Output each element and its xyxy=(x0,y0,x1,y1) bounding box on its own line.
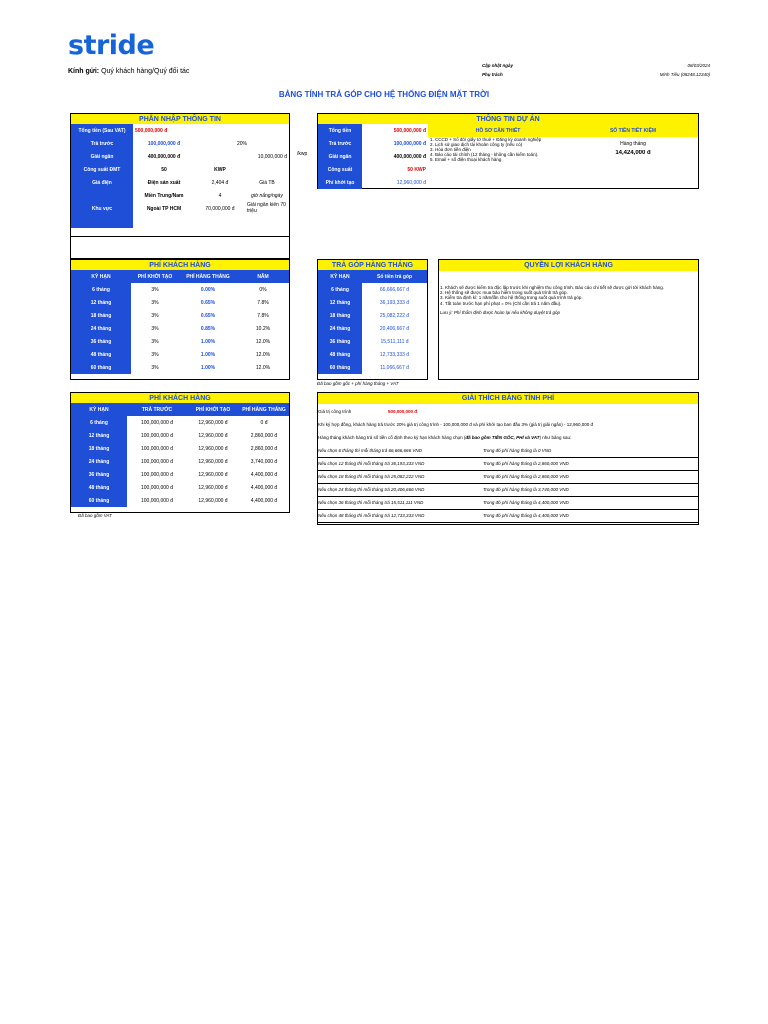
fee2-term: 36 tháng xyxy=(71,468,127,481)
fee2-monthly: 4,400,000 đ xyxy=(250,471,278,478)
fee2-term: 48 tháng xyxy=(71,481,127,494)
fee1-monthly: 0.85% xyxy=(200,325,216,332)
fee2-note: Đã bao gồm VAT xyxy=(78,513,112,518)
monthly-amount: 66,666,667 đ xyxy=(379,286,410,293)
stride-logo: stride xyxy=(68,30,155,61)
explain-row-fee: Trong đó phí hàng tháng là 2,860,000 VND xyxy=(483,461,569,466)
monthly-row xyxy=(318,296,427,309)
explain-row-divider xyxy=(318,509,698,510)
fee1-year: 7.8% xyxy=(257,312,269,319)
fee1-monthly: 1.00% xyxy=(200,364,216,371)
project-cap-label: Công suất xyxy=(318,163,362,176)
disbursement-label: Giải ngân xyxy=(71,150,133,163)
monthly-term: 60 tháng xyxy=(318,361,362,374)
fee2-init: 12,960,000 đ xyxy=(198,432,228,439)
prepay-value: 100,000,000 đ xyxy=(147,140,181,147)
fee1-year: 10.2% xyxy=(255,325,271,332)
production-value: 2,404 đ xyxy=(211,179,229,186)
fee2-init: 12,960,000 đ xyxy=(198,419,228,426)
prepay-label: Trả trước xyxy=(71,137,133,150)
explain-row-fee: Trong đó phí hàng tháng là 4,400,000 VND xyxy=(483,513,569,518)
docs-header: HỒ SƠ CẦN THIẾT xyxy=(428,124,568,137)
per-kwp-unit: /kwp xyxy=(297,151,308,157)
explain-row-divider xyxy=(318,496,698,497)
rights-item: 3. Kiểm tra định kì: 1 năm/lần cho hệ thống trong suốt quá trình trả góp. xyxy=(440,295,583,301)
capacity-value[interactable]: 50 xyxy=(161,166,167,173)
fee2-monthly: 2,860,000 đ xyxy=(250,432,278,439)
fee2-init: 12,960,000 đ xyxy=(198,497,228,504)
fee1-term: 18 tháng xyxy=(71,309,131,322)
fee2-monthly: 2,860,000 đ xyxy=(250,445,278,452)
fee2-col-init: PHÍ KHỞI TẠO xyxy=(187,403,239,416)
rights-list xyxy=(439,271,698,315)
monthly-term: 12 tháng xyxy=(318,296,362,309)
fee2-row xyxy=(71,442,289,455)
fee1-row xyxy=(71,361,289,374)
page-title: BẢNG TÍNH TRẢ GÓP CHO HỆ THỐNG ĐIỆN MẶT TRỜI xyxy=(278,90,490,99)
fee2-row xyxy=(71,429,289,442)
fee2-prepay: 100,000,000 đ xyxy=(141,419,173,426)
price-label: Giá điện xyxy=(71,176,133,189)
rights-note: Lưu ý: Phí thẩm định được hoàn lại nếu không duyệt trả góp xyxy=(440,309,561,315)
rights-item: 4. Tất toán trước hạn phí phạt = 0% (Chỉ cần trả 1 năm đầu). xyxy=(440,300,562,306)
fee1-init: 3% xyxy=(151,312,159,319)
explain-line-1: Khi ký hợp đồng, khách hàng trả trước 20% giá trị công trình - 100,000,000 đ và phí khởi tạo ban đầu 3% (giá trị giải ngân) - 12,960,000 đ xyxy=(318,422,594,427)
fee2-init: 12,960,000 đ xyxy=(198,484,228,491)
fee1-header: PHÍ KHÁCH HÀNG xyxy=(71,260,289,270)
explain-row-fee: Trong đó phí hàng tháng là 4,400,000 VND xyxy=(483,500,569,505)
sun-hours: 4 xyxy=(218,192,222,199)
fee1-monthly: 1.00% xyxy=(200,351,216,358)
fee-panel-1 xyxy=(70,259,290,380)
savings-period: Hàng tháng xyxy=(620,140,646,147)
monthly-amount: 20,406,667 đ xyxy=(379,325,410,332)
fee1-init: 3% xyxy=(151,286,159,293)
owner-label: Phụ trách xyxy=(482,72,503,77)
fee1-col-init: PHÍ KHỞI TẠO xyxy=(131,270,179,283)
fee1-init: 3% xyxy=(151,299,159,306)
fee2-row xyxy=(71,494,289,507)
monthly-row xyxy=(318,348,427,361)
fee1-row xyxy=(71,348,289,361)
input-header: PHẦN NHẬP THÔNG TIN xyxy=(71,114,289,124)
explain-body xyxy=(318,404,698,522)
project-cap-value: 50 KWP xyxy=(407,166,426,173)
greeting: Kính gửi: Quý khách hàng/Quý đối tác xyxy=(68,68,190,75)
monthly-term: 6 tháng xyxy=(318,283,362,296)
explain-row-fee: Trong đó phí hàng tháng là 0 VND xyxy=(483,448,552,453)
fee1-monthly: 1.00% xyxy=(200,338,216,345)
project-disb-label: Giải ngân xyxy=(318,150,362,163)
monthly-row xyxy=(318,361,427,374)
avg-price-label: Giá TB xyxy=(259,179,275,186)
fee2-row xyxy=(71,468,289,481)
fee2-prepay: 100,000,000 đ xyxy=(141,432,173,439)
project-prepay-value: 100,000,000 đ xyxy=(393,140,426,147)
fee1-col-year: NĂM xyxy=(237,270,289,283)
fee1-init: 3% xyxy=(151,364,159,371)
fee2-header: PHÍ KHÁCH HÀNG xyxy=(71,393,289,403)
init-fee-label: Phí khởi tạo xyxy=(318,176,362,189)
docs-list: 1. CCCD + Sổ đỏ/ giấy tờ thuê + Đăng ký doanh nghiệp 2. Lịch sử giao dịch tài khoản công ty (nếu có) 3. Hóa đơn tiền điện 4. Báo cáo tài chính (12 tháng - không cần kiểm toán). 5. Email + số điện thoại khách hàng xyxy=(430,137,542,162)
explain-row-choice: Nếu chọn 24 tháng thì mỗi tháng trả 20,406,666 VND xyxy=(318,487,425,492)
rights-header: QUYỀN LỢI KHÁCH HÀNG xyxy=(439,260,698,271)
production-label: Điện sản xuất xyxy=(147,179,181,186)
explain-row-divider xyxy=(318,470,698,471)
fee2-monthly: 0 đ xyxy=(260,419,268,426)
fee1-term: 6 tháng xyxy=(71,283,131,296)
explain-header: GIẢI THÍCH BẢNG TÍNH PHÍ xyxy=(318,393,698,404)
explain-row-divider xyxy=(318,522,698,523)
fee2-term: 24 tháng xyxy=(71,455,127,468)
fee1-term: 24 tháng xyxy=(71,322,131,335)
explain-line-2: Hàng tháng khách hàng trả số tiền cố định theo kỳ hạn khách hàng chọn (đã bao gồm TIỀN GỐC, PHÍ và VAT) như bảng sau: xyxy=(318,435,572,440)
fee1-row xyxy=(71,322,289,335)
project-header: THÔNG TIN DỰ ÁN xyxy=(318,114,698,124)
region-1[interactable]: Miền Trung/Nam xyxy=(144,192,184,199)
project-disb-value: 400,000,000 đ xyxy=(393,153,426,160)
fee2-init: 12,960,000 đ xyxy=(198,471,228,478)
fee1-term: 36 tháng xyxy=(71,335,131,348)
sun-unit: giờ nắng/ngày xyxy=(251,192,283,199)
owner-value: Minh Tiêu (08248.12340) xyxy=(659,72,710,77)
fee2-term: 60 tháng xyxy=(71,494,127,507)
fee2-row xyxy=(71,481,289,494)
region-2-note: Giải ngân kiến 70 triệu xyxy=(247,202,286,214)
project-total-label: Tổng tiền xyxy=(318,124,362,137)
monthly-col-amount: Số tiền trả góp xyxy=(362,270,427,283)
monthly-amount: 36,193,333 đ xyxy=(379,299,410,306)
monthly-row xyxy=(318,335,427,348)
explain-row-choice: Nếu chọn 48 tháng thì mỗi tháng trả 12,733,333 VND xyxy=(318,513,425,518)
capacity-label: Công suất ĐMT xyxy=(71,163,133,176)
fee1-term: 12 tháng xyxy=(71,296,131,309)
fee2-prepay: 100,000,000 đ xyxy=(141,484,173,491)
fee2-prepay: 100,000,000 đ xyxy=(141,497,173,504)
updated-label: Cập nhật ngày xyxy=(482,63,514,68)
input-panel xyxy=(70,113,290,259)
savings-value: 14,424,000 đ xyxy=(615,150,651,156)
explain-panel xyxy=(317,392,699,525)
fee1-col-term: KỲ HẠN xyxy=(71,270,131,283)
fee2-prepay: 100,000,000 đ xyxy=(141,445,173,452)
fee2-col-term: KỲ HẠN xyxy=(71,403,127,416)
fee2-monthly: 3,740,000 đ xyxy=(250,458,278,465)
project-panel xyxy=(317,113,699,189)
monthly-term: 24 tháng xyxy=(318,322,362,335)
explain-row-divider xyxy=(318,483,698,484)
fee2-col-prepay: TRẢ TRƯỚC xyxy=(127,403,187,416)
monthly-row xyxy=(318,283,427,296)
monthly-header: TRẢ GÓP HÀNG THÁNG xyxy=(318,260,427,270)
explain-value: 500,000,000 đ xyxy=(388,409,418,414)
explain-row-fee: Trong đó phí hàng tháng là 2,860,000 VND xyxy=(483,474,569,479)
fee2-prepay: 100,000,000 đ xyxy=(141,458,173,465)
region-2[interactable]: Ngoài TP HCM xyxy=(146,205,182,212)
fee1-col-monthly: PHÍ HÀNG THÁNG xyxy=(179,270,237,283)
fee-panel-2 xyxy=(70,392,290,513)
monthly-amount: 12,733,333 đ xyxy=(379,351,410,358)
fee1-year: 0% xyxy=(259,286,267,293)
monthly-term: 18 tháng xyxy=(318,309,362,322)
fee1-row xyxy=(71,335,289,348)
explain-value-label: Giá trị công trình xyxy=(318,409,352,414)
monthly-row xyxy=(318,322,427,335)
explain-row-choice: Nếu chọn 36 tháng thì mỗi tháng trả 15,511,111 VND xyxy=(318,500,424,505)
fee2-row xyxy=(71,455,289,468)
fee1-year: 12.0% xyxy=(255,338,271,345)
fee1-init: 3% xyxy=(151,351,159,358)
monthly-term: 36 tháng xyxy=(318,335,362,348)
monthly-note: Đã bao gồm gốc + phí hàng tháng + VAT xyxy=(317,381,399,386)
monthly-amount: 15,511,111 đ xyxy=(380,338,409,345)
fee1-row xyxy=(71,283,289,296)
fee2-term: 6 tháng xyxy=(71,416,127,429)
fee2-init: 12,960,000 đ xyxy=(198,445,228,452)
region-label: Khu vực xyxy=(71,189,133,228)
explain-row-divider xyxy=(318,457,698,458)
monthly-amount: 25,082,222 đ xyxy=(379,312,410,319)
explain-row-fee: Trong đó phí hàng tháng là 3,740,000 VND xyxy=(483,487,569,492)
fee2-prepay: 100,000,000 đ xyxy=(141,471,173,478)
updated-value: 08/03/2024 xyxy=(687,63,710,68)
total-value[interactable]: 500,000,000 đ xyxy=(135,127,168,134)
project-prepay-label: Trả trước xyxy=(318,137,362,150)
rights-panel xyxy=(438,259,699,380)
monthly-col-term: KỲ HẠN xyxy=(318,270,362,283)
fee2-monthly: 4,400,000 đ xyxy=(250,497,278,504)
fee1-year: 7.8% xyxy=(257,299,269,306)
fee2-init: 12,960,000 đ xyxy=(198,458,228,465)
init-fee-value: 12,960,000 đ xyxy=(396,179,426,186)
explain-row-choice: Nếu chọn 18 tháng thì mỗi tháng trả 25,082,222 VND xyxy=(318,474,425,479)
fee1-init: 3% xyxy=(151,338,159,345)
fee2-monthly: 4,400,000 đ xyxy=(250,484,278,491)
rights-item: 1. Khách sẽ được kiểm tra độc lập trước khi nghiệm thu công trình. Báo cáo chi tiết sẽ được gửi tới khách hàng. xyxy=(440,285,664,290)
fee1-term: 48 tháng xyxy=(71,348,131,361)
savings-header: SỐ TIỀN TIẾT KIỆM xyxy=(568,124,698,137)
fee1-year: 12.0% xyxy=(255,364,271,371)
monthly-term: 48 tháng xyxy=(318,348,362,361)
fee1-monthly: 0.65% xyxy=(200,299,216,306)
disbursement-value: 400,000,000 đ xyxy=(147,153,181,160)
per-kwp-value: 10,000,000 đ xyxy=(257,153,287,160)
fee1-term: 60 tháng xyxy=(71,361,131,374)
capacity-unit: KWP xyxy=(214,166,226,173)
total-label: Tổng tiền (Sau VAT) xyxy=(71,124,133,137)
prepay-pct[interactable]: 20% xyxy=(236,140,247,147)
fee2-col-monthly: PHÍ HÀNG THÁNG xyxy=(239,403,289,416)
explain-row-choice: Nếu chọn 6 tháng thì mỗi tháng trả 66,666,666 VND xyxy=(318,448,422,453)
fee2-term: 12 tháng xyxy=(71,429,127,442)
monthly-amount: 11,066,667 đ xyxy=(380,364,409,371)
fee1-row xyxy=(71,309,289,322)
rights-item: 2. Hệ thống sẽ được mua bảo hiểm trong suốt quá trình trả góp. xyxy=(440,290,568,296)
region-2-value: 70,000,000 đ xyxy=(205,205,235,212)
explain-row-choice: Nếu chọn 12 tháng thì mỗi tháng trả 36,193,333 VND xyxy=(318,461,425,466)
fee1-init: 3% xyxy=(151,325,159,332)
monthly-panel xyxy=(317,259,428,380)
fee1-monthly: 0.00% xyxy=(200,286,216,293)
fee2-row xyxy=(71,416,289,429)
fee2-term: 18 tháng xyxy=(71,442,127,455)
fee1-monthly: 0.65% xyxy=(200,312,216,319)
fee1-year: 12.0% xyxy=(255,351,271,358)
fee1-row xyxy=(71,296,289,309)
project-total-value: 500,000,000 đ xyxy=(393,127,426,134)
monthly-row xyxy=(318,309,427,322)
